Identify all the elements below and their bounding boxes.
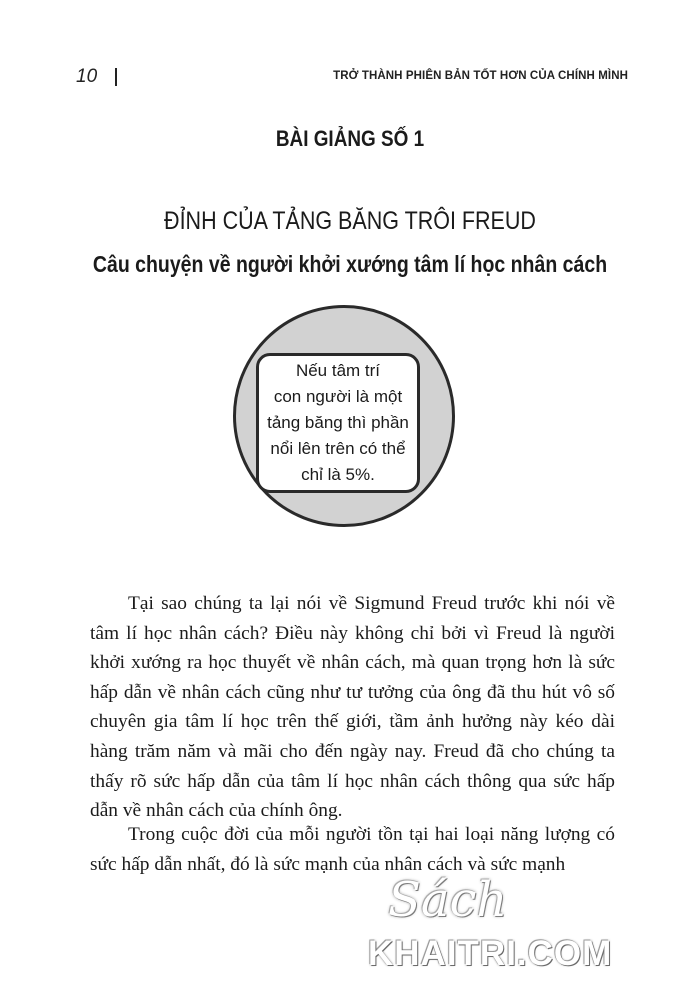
lecture-label: BÀI GIẢNG SỐ 1 — [275, 126, 425, 151]
watermark-script: Sách — [388, 872, 508, 928]
page-number: 10 — [76, 66, 98, 87]
pull-quote-line: Nếu tâm trí — [295, 361, 381, 380]
header-divider — [115, 68, 117, 86]
pull-quote-line: nổi lên trên có thể — [270, 439, 406, 458]
body-paragraph: Trong cuộc đời của mỗi người tồn tại hai loại năng lượng có sức hấp dẫn nhất, đó là sức mạnh của nhân cách và sức mạnh — [90, 824, 615, 875]
pull-quote-line: chỉ là 5%. — [301, 465, 375, 484]
chapter-subtitle: Câu chuyện về người khởi xướng tâm lí học nhân cách — [92, 251, 608, 277]
body-paragraph: Tại sao chúng ta lại nói về Sigmund Freud trước khi nói về tâm lí học nhân cách? Điều này không chỉ bởi vì Freud là người khởi xướng ra học thuyết về nhân cách, mà quan trọng hơn là sức hấp dẫn về nhân cách cũng như tư tưởng của ông đã thu hút vô số chuyên gia tâm lí học trên thế giới, tầm ảnh hưởng này kéo dài hàng trăm năm và mãi cho đến ngày nay. Freud đã cho chúng ta thấy rõ sức hấp dẫn của tâm lí học nhân cách thông qua sức hấp dẫn về nhân cách của chính ông. — [90, 593, 615, 822]
watermark-brand: KHAITRI.COM — [368, 934, 613, 973]
chapter-title: ĐỈNH CỦA TẢNG BĂNG TRÔI FREUD — [164, 207, 536, 235]
running-title: TRỞ THÀNH PHIÊN BẢN TỐT HƠN CỦA CHÍNH MÌNH — [333, 70, 628, 82]
pull-quote — [256, 358, 420, 488]
pull-quote-line: con người là một — [273, 387, 403, 406]
pull-quote-line: tảng băng thì phần — [267, 413, 409, 432]
